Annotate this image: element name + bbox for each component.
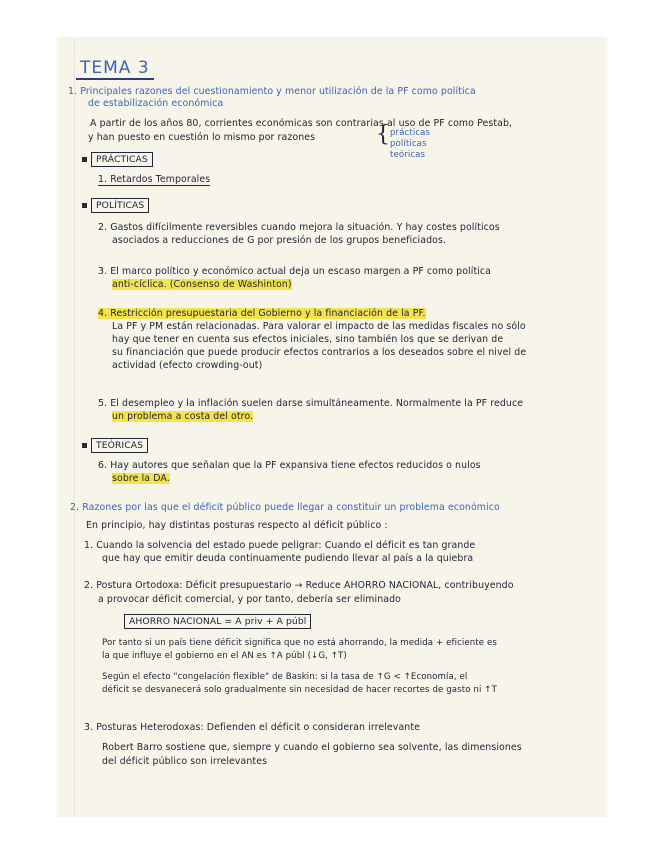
item-3-highlight: anti-cíclica. (Consenso de Washinton) [112, 279, 292, 290]
heading-politicas [82, 200, 149, 211]
posture-2-line-5: Según el efecto "congelación flexible" de Baskin: si la tasa de ↑G < ↑Economía, el [102, 672, 468, 682]
item-1-text: 1. Retardos Temporales [98, 174, 211, 185]
intro-line-1: A partir de los años 80, corrientes económicas son contrarias al uso de PF como Pestab, [90, 118, 513, 129]
item-2-line-1: 2. Gastos difícilmente reversibles cuando mejora la situación. Y hay costes políticos [98, 222, 500, 233]
heading-politicas-label: POLÍTICAS [91, 198, 149, 213]
posture-1-line-2: que hay que emitir deuda continuamente pudiendo llevar al país a la quiebra [102, 553, 474, 564]
item-4-line-1 [98, 308, 426, 319]
reason-teoricas: teóricas [390, 150, 426, 160]
posture-3-line-3: del déficit público son irrelevantes [102, 756, 268, 767]
posture-1-line-1: 1. Cuando la solvencia del estado puede peligrar: Cuando el déficit es tan grande [84, 540, 476, 551]
item-6-line-2 [112, 473, 170, 484]
posture-3-line-2: Robert Barro sostiene que, siempre y cuando el gobierno sea solvente, las dimensiones [102, 742, 522, 753]
notebook-page [58, 38, 606, 816]
brace-symbol: { [376, 122, 390, 147]
item-4-line-5: actividad (efecto crowding-out) [112, 360, 263, 371]
item-1 [98, 174, 210, 185]
item-5-line-1: 5. El desempleo y la inflación suelen darse simultáneamente. Normalmente la PF reduce [98, 398, 524, 409]
section-2-title [70, 502, 500, 513]
item-4-line-2: La PF y PM están relacionadas. Para valorar el impacto de las medidas fiscales no sólo [112, 321, 526, 332]
bullet-icon [82, 157, 87, 162]
item-5-highlight: un problema a costa del otro. [112, 411, 254, 422]
section-1-title [68, 86, 476, 97]
item-3-line-1: 3. El marco político y económico actual deja un escaso margen a PF como política [98, 266, 492, 277]
posture-2-line-1: 2. Postura Ortodoxa: Déficit presupuestario → Reduce AHORRO NACIONAL, contribuyendo [84, 580, 514, 591]
formula-box [124, 616, 311, 627]
item-6-line-1: 6. Hay autores que señalan que la PF expansiva tiene efectos reducidos o nulos [98, 460, 481, 471]
posture-3-line-1: 3. Posturas Heterodoxas: Defienden el déficit o consideran irrelevante [84, 722, 420, 733]
section-1-title-line-1: Principales razones del cuestionamiento y menor utilización de la PF como política [80, 86, 476, 97]
posture-2-line-6: déficit se desvanecerá solo gradualmente sin necesidad de hacer recortes de gasto ni ↑T [102, 685, 497, 695]
heading-teoricas-label: TEÓRICAS [91, 438, 148, 453]
section-2-title-line-1: Razones por las que el déficit público puede llegar a constituir un problema económico [82, 502, 500, 513]
item-2-line-2: asociados a reducciones de G por presión de los grupos beneficiados. [112, 235, 447, 246]
posture-2-line-2: a provocar déficit comercial, y por tanto, debería ser eliminado [98, 594, 402, 605]
posture-2-line-4: la que influye el gobierno en el AN es ↑A públ (↓G, ↑T) [102, 651, 347, 661]
item-4-line-3: hay que tener en cuenta sus efectos iniciales, sino también los que se derivan de [112, 334, 504, 345]
item-6-highlight: sobre la DA. [112, 473, 170, 484]
formula-box-text: AHORRO NACIONAL = A priv + A públ [124, 614, 311, 629]
heading-teoricas [82, 440, 148, 451]
page-title: TEMA 3 [76, 58, 154, 80]
bullet-icon [82, 203, 87, 208]
heading-practicas [82, 154, 153, 165]
section-1-title-line-2: de estabilización económica [88, 98, 224, 109]
section-2-number: 2. [70, 502, 80, 513]
reason-practicas: prácticas [390, 128, 431, 138]
section-2-intro: En principio, hay distintas posturas respecto al déficit público : [86, 520, 388, 531]
intro-line-2: y han puesto en cuestión lo mismo por razones [88, 132, 316, 143]
posture-2-line-3: Por tanto si un país tiene déficit significa que no está ahorrando, la medida + eficiente es [102, 638, 497, 648]
item-4-highlight: 4. Restricción presupuestaria del Gobierno y la financiación de la PF. [98, 308, 426, 319]
reason-politicas: políticas [390, 139, 427, 149]
item-5-line-2 [112, 411, 253, 422]
section-1-number: 1. [68, 86, 78, 97]
item-4-line-4: su financiación que puede producir efectos contrarios a los deseados sobre el nivel de [112, 347, 527, 358]
bullet-icon [82, 443, 87, 448]
item-3-line-2 [112, 279, 292, 290]
heading-practicas-label: PRÁCTICAS [91, 152, 153, 167]
